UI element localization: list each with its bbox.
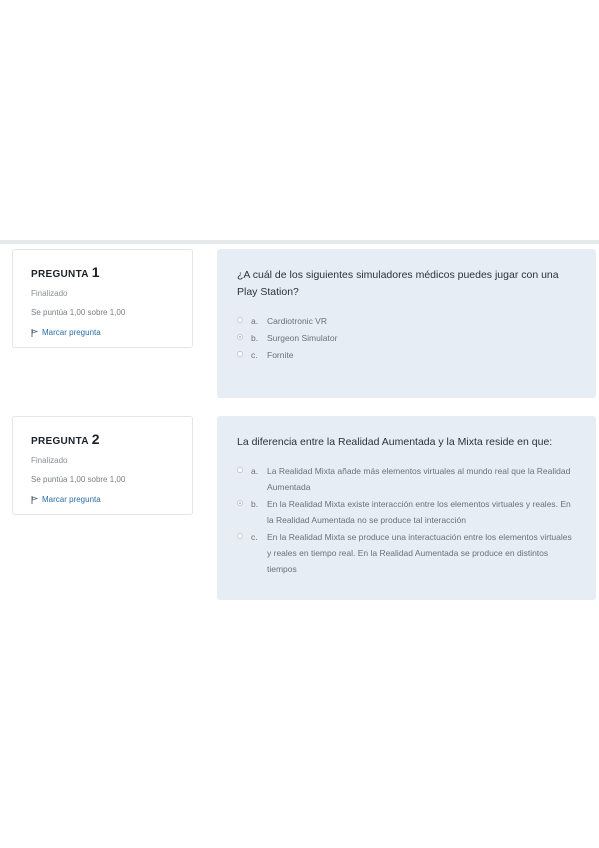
- answer-text: La Realidad Mixta añade más elementos virtuales al mundo real que la Realidad Aumentada: [267, 466, 571, 492]
- answer-letter: a.: [251, 316, 259, 326]
- answer-list: [237, 463, 576, 577]
- answer-option[interactable]: [237, 330, 576, 346]
- question-2-content: [217, 416, 596, 600]
- question-label: PREGUNTA: [31, 269, 89, 280]
- question-number: [31, 431, 174, 447]
- flag-question-link[interactable]: [31, 328, 174, 337]
- answer-text: Fornite: [267, 350, 294, 360]
- answer-option[interactable]: [237, 529, 576, 577]
- answer-option[interactable]: [237, 463, 576, 495]
- question-text: ¿A cuál de los siguientes simuladores médicos puedes jugar con una Play Station?: [237, 269, 559, 298]
- answer-option[interactable]: [237, 496, 576, 528]
- question-1-info: [12, 249, 193, 348]
- answer-letter: a.: [251, 466, 259, 476]
- answer-list: [237, 313, 576, 363]
- answer-letter: c.: [251, 350, 258, 360]
- radio-button[interactable]: [237, 317, 243, 323]
- question-state: Finalizado: [31, 456, 68, 465]
- question-1-content: [217, 249, 596, 398]
- answer-text: En la Realidad Mixta existe interacción entre los elementos virtuales y reales. En la Realidad Aumentada no se produce tal interacción: [267, 499, 571, 525]
- radio-button[interactable]: [237, 533, 243, 539]
- question-number-value: 1: [91, 264, 100, 280]
- flag-question-label: Marcar pregunta: [42, 328, 101, 337]
- flag-question-label: Marcar pregunta: [42, 495, 101, 504]
- answer-option[interactable]: [237, 313, 576, 329]
- answer-letter: b.: [251, 333, 259, 343]
- answer-option[interactable]: [237, 347, 576, 363]
- radio-button[interactable]: [237, 467, 243, 473]
- question-2-info: [12, 416, 193, 515]
- question-label: PREGUNTA: [31, 436, 89, 447]
- flag-icon: [31, 496, 38, 504]
- answer-letter: b.: [251, 499, 259, 509]
- radio-button-selected[interactable]: [237, 334, 243, 340]
- header-divider: [0, 240, 599, 244]
- answer-text: Surgeon Simulator: [267, 333, 338, 343]
- answer-text: En la Realidad Mixta se produce una interactuación entre los elementos virtuales y reales en tiempo real. En la Realidad Aumentada se produce en distintos tiempos: [267, 532, 572, 574]
- question-grade: Se puntúa 1,00 sobre 1,00: [31, 308, 126, 317]
- flag-icon: [31, 329, 38, 337]
- answer-letter: c.: [251, 532, 258, 542]
- radio-button-selected[interactable]: [237, 500, 243, 506]
- question-text: La diferencia entre la Realidad Aumentada y la Mixta reside en que:: [237, 436, 553, 448]
- question-grade: Se puntúa 1,00 sobre 1,00: [31, 475, 126, 484]
- question-state: Finalizado: [31, 289, 68, 298]
- question-number: [31, 264, 174, 280]
- flag-question-link[interactable]: [31, 495, 174, 504]
- radio-button[interactable]: [237, 351, 243, 357]
- question-number-value: 2: [91, 431, 100, 447]
- answer-text: Cardiotronic VR: [267, 316, 327, 326]
